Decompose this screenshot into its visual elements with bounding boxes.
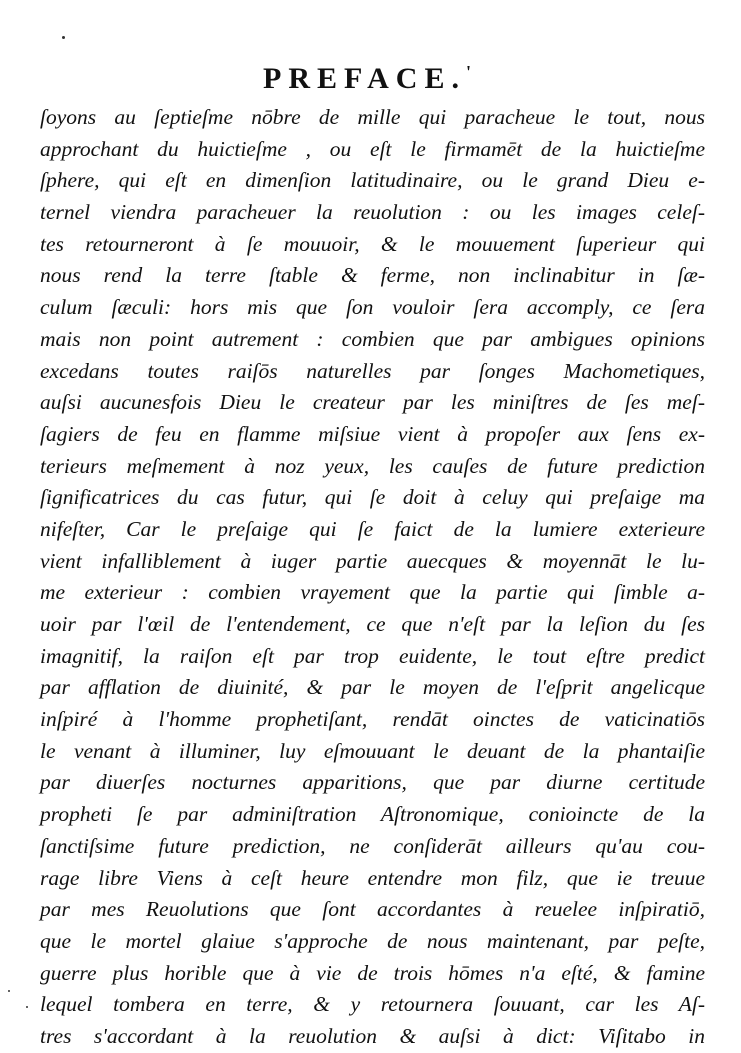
text-line: tes retourneront à ſe mouuoir, & le mouuement ſuperieur qui bbox=[40, 231, 705, 256]
scan-speck bbox=[8, 990, 10, 992]
text-line: propheti ſe par adminiſtration Aſtronomique, conioincte de la bbox=[40, 802, 705, 827]
text-line: nous rend la terre ſtable & ferme, non inclinabitur in ſæ- bbox=[40, 263, 705, 288]
scan-speck bbox=[26, 1006, 28, 1008]
text-line: excedans toutes raiſōs naturelles par ſonges Machometiques, bbox=[40, 358, 705, 383]
text-line: ſanctiſsime future prediction, ne conſiderāt ailleurs qu'au cou- bbox=[40, 833, 705, 858]
text-line: ſphere, qui eſt en dimenſion latitudinaire, ou le grand Dieu e- bbox=[40, 168, 705, 193]
text-line: uoir par l'œil de l'entendement, ce que n'eſt par la leſion du ſes bbox=[40, 612, 705, 636]
text-line: ſignificatrices du cas futur, qui ſe doit à celuy qui preſaige ma bbox=[40, 485, 705, 510]
text-line: imagnitif, la raiſon eſt par trop euidente, le tout eſtre predict bbox=[40, 643, 705, 668]
text-line: ternel viendra paracheuer la reuolution : ou les images celeſ- bbox=[40, 200, 705, 225]
text-line: ſoyons au ſeptieſme nōbre de mille qui paracheue le tout, nous bbox=[40, 105, 705, 129]
text-line: rage libre Viens à ceſt heure entendre mon filz, que ie treuue bbox=[40, 865, 705, 890]
text-line: inſpiré à l'homme prophetiſant, rendāt oinctes de vaticinatiōs bbox=[40, 707, 705, 732]
text-line: par diuerſes nocturnes apparitions, que par diurne certitude bbox=[40, 770, 705, 795]
text-line: nifeſter, Car le preſaige qui ſe faict de la lumiere exterieure bbox=[40, 516, 705, 541]
text-line: auſsi aucunesfois Dieu le createur par les miniſtres de ſes meſ- bbox=[40, 390, 705, 415]
text-line: me exterieur : combien vrayement que la partie qui ſimble a- bbox=[40, 580, 705, 605]
text-line: le venant à illuminer, luy eſmouuant le deuant de la phantaiſie bbox=[40, 738, 705, 763]
text-line: par afflation de diuinité, & par le moyen de l'eſprit angelicque bbox=[40, 675, 705, 700]
text-line: lequel tombera en terre, & y retournera ſouuant, car les Aſ- bbox=[40, 992, 705, 1017]
text-line: tres s'accordant à la reuolution & auſsi à dict: Viſitabo in bbox=[40, 1023, 705, 1048]
text-line: mais non point autrement : combien que par ambigues opinions bbox=[40, 326, 705, 351]
text-line: approchant du huictieſme , ou eſt le firmamēt de la huictieſme bbox=[40, 136, 705, 161]
margin-mark: ' bbox=[465, 62, 478, 82]
text-line: que le mortel glaiue s'approche de nous maintenant, par peſte, bbox=[40, 928, 705, 953]
text-line: culum ſæculi: hors mis que ſon vouloir ſera accomply, ce ſera bbox=[40, 295, 705, 320]
text-line: ſagiers de feu en flamme miſsiue vient à propoſer aux ſens ex- bbox=[40, 421, 705, 446]
body-text bbox=[40, 102, 705, 1053]
text-line: terieurs meſmement à noz yeux, les cauſes de future prediction bbox=[40, 453, 705, 478]
page-title: PREFACE. bbox=[263, 62, 466, 95]
text-line: par mes Reuolutions que ſont accordantes à reuelee inſpiratiō, bbox=[40, 897, 705, 922]
text-line: vient infalliblement à iuger partie auecques & moyennāt le lu- bbox=[40, 548, 705, 573]
text-line: guerre plus horible que à vie de trois hōmes n'a eſté, & famine bbox=[40, 960, 705, 985]
scan-speck bbox=[62, 36, 65, 39]
